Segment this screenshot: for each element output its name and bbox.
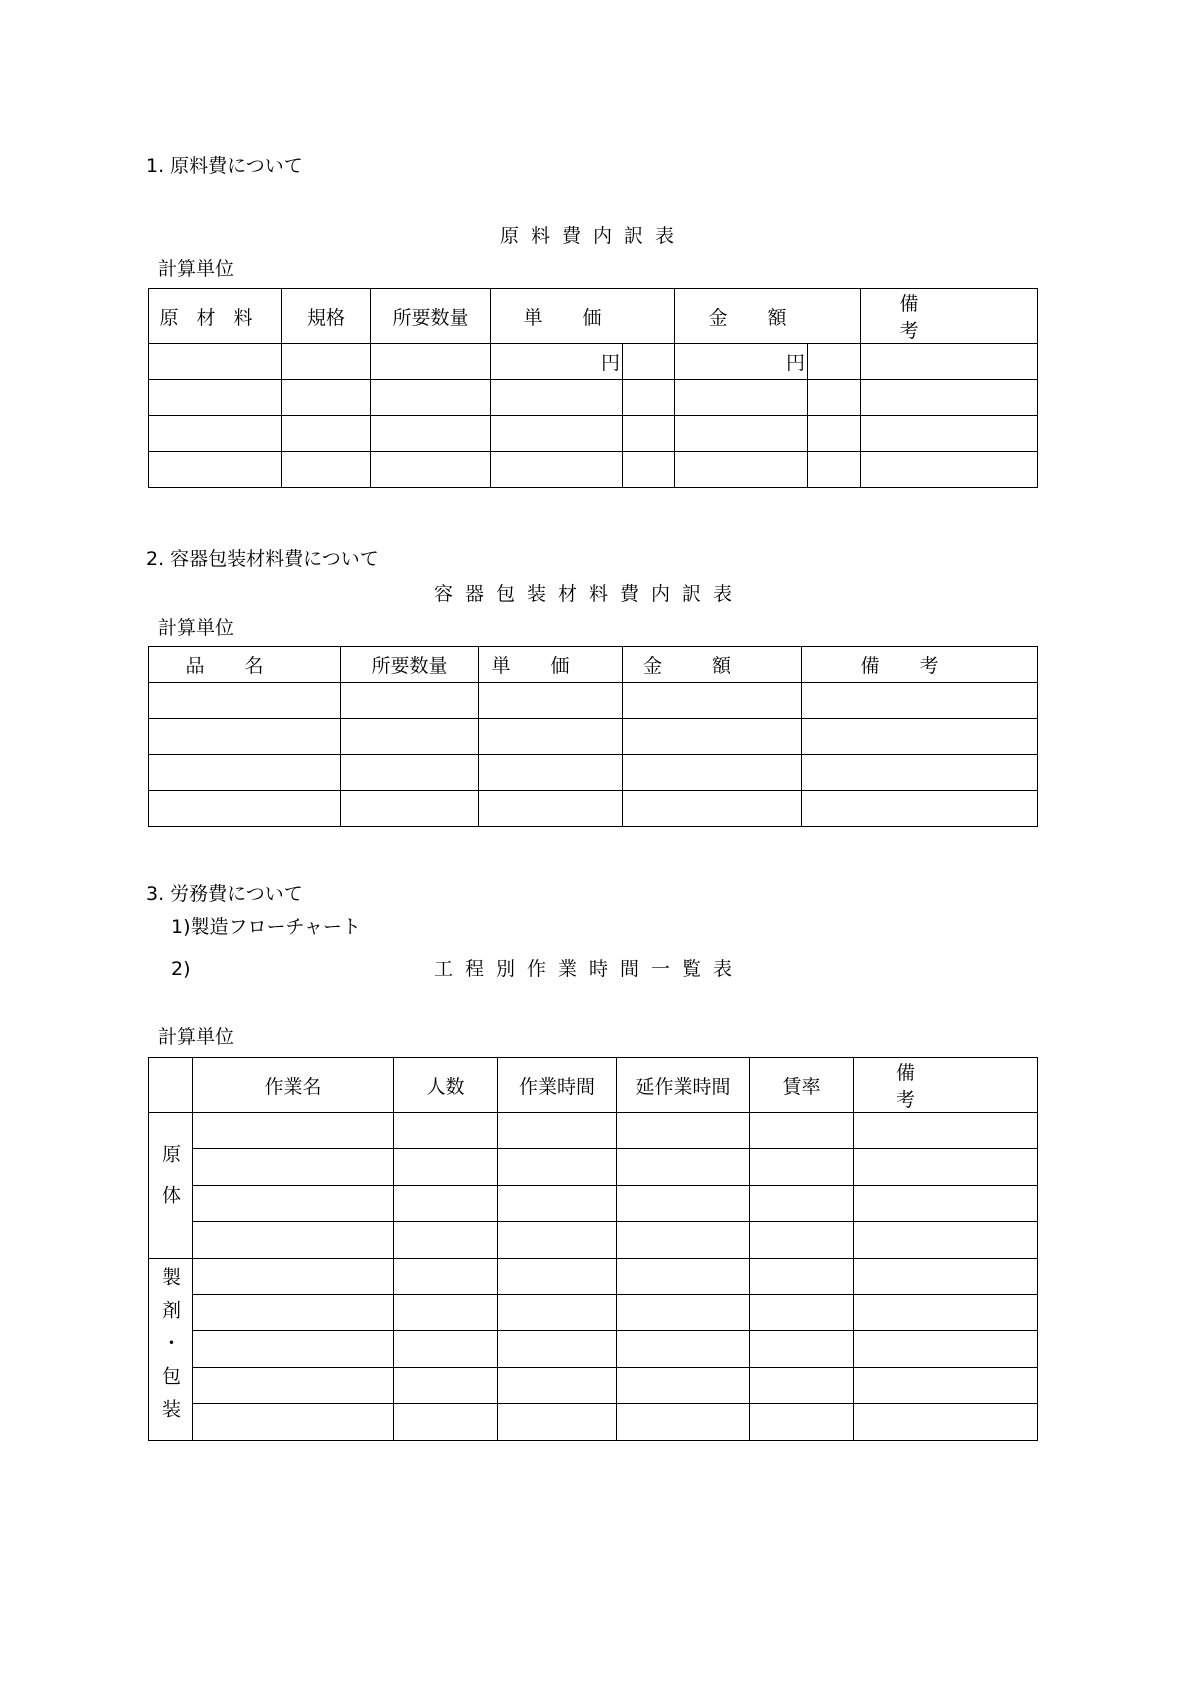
section3-sub2: 2) [171, 958, 191, 980]
table-cell[interactable] [854, 1113, 1038, 1149]
table-cell[interactable] [750, 1222, 854, 1258]
table-cell[interactable] [282, 380, 371, 416]
table-cell[interactable] [854, 1331, 1038, 1367]
table-cell[interactable] [282, 344, 371, 380]
table-row [149, 416, 1038, 452]
work-time-table [148, 1057, 1038, 1441]
table-cell[interactable] [498, 1294, 617, 1330]
table-cell[interactable] [854, 1258, 1038, 1294]
group-label: 原体 [159, 1144, 181, 1227]
table-cell[interactable] [193, 1149, 394, 1185]
table-cell[interactable] [479, 755, 623, 791]
table-cell[interactable] [808, 380, 861, 416]
table-row [149, 719, 1038, 755]
table-row [149, 755, 1038, 791]
table-cell[interactable] [617, 1294, 750, 1330]
table-cell[interactable] [371, 344, 491, 380]
table-row [149, 791, 1038, 827]
section3-heading: 3. 労務費について [146, 883, 303, 905]
table-cell[interactable] [623, 683, 802, 719]
yen-unit[interactable]: 円 [491, 344, 623, 380]
group-label-cell [149, 1113, 193, 1259]
header-cell: 備考 [861, 289, 1038, 344]
table-cell[interactable] [861, 416, 1038, 452]
table-cell[interactable] [617, 1367, 750, 1403]
section3-table-title: 工程別作業時間一覧表 [434, 958, 745, 980]
table-cell[interactable] [193, 1113, 394, 1149]
table-cell[interactable] [750, 1149, 854, 1185]
table-row [149, 1367, 1038, 1403]
table-cell[interactable] [861, 344, 1038, 380]
table-cell[interactable] [861, 452, 1038, 488]
table-cell[interactable] [750, 1367, 854, 1403]
table-row [149, 452, 1038, 488]
header-cell: 作業名 [193, 1058, 394, 1113]
table-row [149, 1149, 1038, 1185]
table-cell[interactable] [675, 452, 808, 488]
yen-unit[interactable]: 円 [675, 344, 808, 380]
table-cell[interactable] [854, 1367, 1038, 1403]
raw-material-table [148, 288, 1038, 488]
table-cell[interactable] [750, 1185, 854, 1221]
table-cell[interactable] [491, 380, 623, 416]
table-cell[interactable] [341, 791, 479, 827]
table-cell[interactable] [675, 416, 808, 452]
table-cell[interactable] [861, 380, 1038, 416]
table-cell[interactable] [623, 755, 802, 791]
header-cell: 単価 [491, 289, 675, 344]
table-cell[interactable] [623, 344, 675, 380]
table-cell[interactable] [854, 1404, 1038, 1440]
header-cell: 作業時間 [498, 1058, 617, 1113]
table-cell[interactable] [282, 452, 371, 488]
table-cell[interactable] [394, 1113, 498, 1149]
table-cell[interactable] [149, 791, 341, 827]
table-cell[interactable] [479, 719, 623, 755]
table-row [149, 1331, 1038, 1367]
table-row [149, 1294, 1038, 1330]
table-cell[interactable] [371, 416, 491, 452]
table-cell[interactable] [193, 1185, 394, 1221]
header-cell: 規格 [282, 289, 371, 344]
section2-table-title: 容器包装材料費内訳表 [434, 583, 745, 605]
table-cell[interactable] [394, 1149, 498, 1185]
table-row [149, 1404, 1038, 1440]
table-cell[interactable] [623, 791, 802, 827]
table-cell[interactable] [802, 791, 1038, 827]
section1-unit-label: 計算単位 [158, 258, 235, 280]
table-cell[interactable] [149, 755, 341, 791]
table-cell[interactable] [149, 452, 282, 488]
table-cell[interactable] [802, 755, 1038, 791]
table-cell[interactable] [675, 380, 808, 416]
table-cell[interactable] [750, 1294, 854, 1330]
table-cell[interactable] [193, 1294, 394, 1330]
table-cell[interactable] [498, 1222, 617, 1258]
table-row [149, 683, 1038, 719]
table-cell[interactable] [802, 683, 1038, 719]
table-cell[interactable] [617, 1331, 750, 1367]
section1-table-title: 原料費内訳表 [500, 225, 687, 247]
section2-unit-label: 計算単位 [158, 617, 235, 639]
table-cell[interactable] [617, 1258, 750, 1294]
table-cell[interactable] [498, 1185, 617, 1221]
group-label-cell [149, 1258, 193, 1440]
table-cell[interactable] [750, 1404, 854, 1440]
table-cell[interactable] [149, 344, 282, 380]
table-cell[interactable] [193, 1404, 394, 1440]
header-cell: 単価 [479, 647, 623, 683]
table-row [149, 1185, 1038, 1221]
table-cell[interactable] [498, 1404, 617, 1440]
table-cell[interactable] [149, 380, 282, 416]
header-cell: 原材料 [149, 289, 282, 344]
group-label: 製剤・包装 [159, 1266, 181, 1432]
table-cell[interactable] [394, 1185, 498, 1221]
table-cell[interactable] [617, 1404, 750, 1440]
table-cell[interactable] [750, 1258, 854, 1294]
header-cell: 備考 [854, 1058, 1038, 1113]
section3-sub1: 1)製造フローチャート [171, 916, 361, 938]
header-cell: 延作業時間 [617, 1058, 750, 1113]
section2-heading: 2. 容器包装材料費について [146, 548, 379, 570]
packaging-material-table [148, 646, 1038, 827]
table-cell[interactable] [498, 1113, 617, 1149]
table-cell[interactable] [808, 452, 861, 488]
table-cell[interactable] [491, 416, 623, 452]
table-cell[interactable] [750, 1113, 854, 1149]
header-cell: 備考 [802, 647, 1038, 683]
table-cell[interactable] [394, 1222, 498, 1258]
table-cell[interactable] [617, 1222, 750, 1258]
header-cell: 所要数量 [371, 289, 491, 344]
table-cell[interactable] [149, 416, 282, 452]
table-cell[interactable] [802, 719, 1038, 755]
table-cell[interactable] [394, 1331, 498, 1367]
table-cell[interactable] [617, 1149, 750, 1185]
table-cell[interactable] [282, 416, 371, 452]
section1-heading: 1. 原料費について [146, 155, 303, 177]
table-cell[interactable] [394, 1258, 498, 1294]
table-cell[interactable] [617, 1185, 750, 1221]
table-row [149, 344, 1038, 380]
table-cell[interactable] [854, 1222, 1038, 1258]
table-cell[interactable] [394, 1294, 498, 1330]
table-row [149, 1113, 1038, 1149]
table-cell[interactable] [193, 1222, 394, 1258]
table-cell[interactable] [623, 719, 802, 755]
header-cell: 所要数量 [341, 647, 479, 683]
table-row [149, 1258, 1038, 1294]
table-cell[interactable] [623, 416, 675, 452]
header-cell: 金額 [675, 289, 861, 344]
table-cell[interactable] [479, 683, 623, 719]
table-cell[interactable] [854, 1294, 1038, 1330]
table-cell[interactable] [193, 1258, 394, 1294]
table-cell[interactable] [498, 1367, 617, 1403]
table-cell[interactable] [808, 416, 861, 452]
header-cell: 品名 [149, 647, 341, 683]
table-cell[interactable] [498, 1258, 617, 1294]
table-cell[interactable] [371, 452, 491, 488]
table-cell[interactable] [623, 380, 675, 416]
table-cell[interactable] [394, 1404, 498, 1440]
table-row [149, 380, 1038, 416]
table-cell[interactable] [498, 1331, 617, 1367]
table-cell[interactable] [341, 683, 479, 719]
table-cell[interactable] [149, 719, 341, 755]
table-cell[interactable] [854, 1185, 1038, 1221]
table-cell[interactable] [750, 1331, 854, 1367]
table-cell[interactable] [341, 755, 479, 791]
section3-unit-label: 計算単位 [158, 1026, 235, 1048]
table-cell[interactable] [808, 344, 861, 380]
table-cell[interactable] [617, 1113, 750, 1149]
header-cell: 賃率 [750, 1058, 854, 1113]
header-cell: 金額 [623, 647, 802, 683]
table-cell[interactable] [193, 1367, 394, 1403]
table-cell[interactable] [623, 452, 675, 488]
table-cell[interactable] [854, 1149, 1038, 1185]
table-cell[interactable] [491, 452, 623, 488]
table-row [149, 1222, 1038, 1258]
table-cell[interactable] [341, 719, 479, 755]
header-cell: 人数 [394, 1058, 498, 1113]
table-cell[interactable] [498, 1149, 617, 1185]
table-cell[interactable] [394, 1367, 498, 1403]
table-cell[interactable] [193, 1331, 394, 1367]
table-cell[interactable] [149, 683, 341, 719]
table-cell[interactable] [479, 791, 623, 827]
header-cell-empty [149, 1058, 193, 1113]
table-cell[interactable] [371, 380, 491, 416]
